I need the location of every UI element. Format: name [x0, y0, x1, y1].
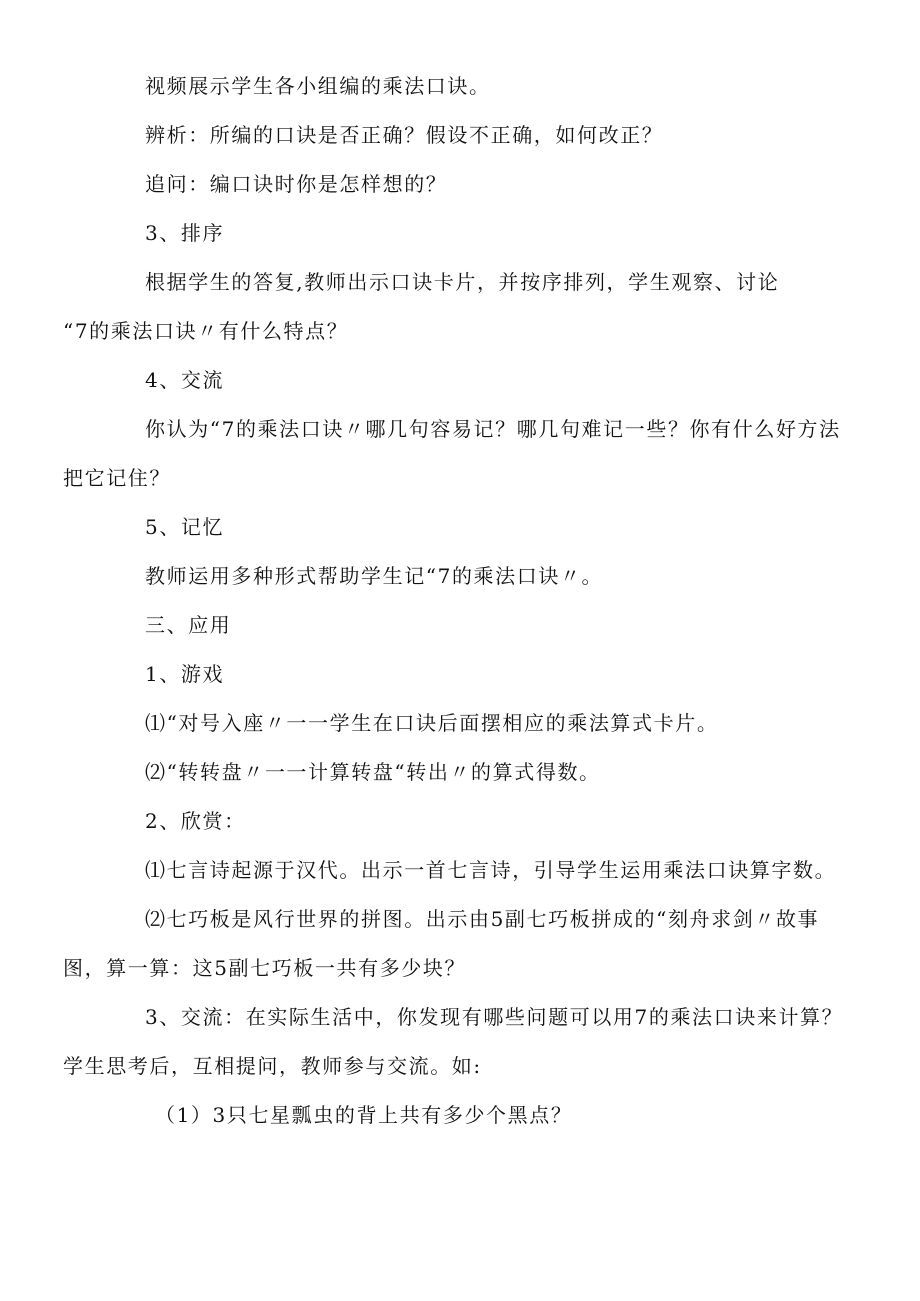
paragraph-sorting-line-2: “7的乘法口诀〃有什么特点？ [63, 319, 349, 343]
heading-exchange: 4、交流 [145, 368, 225, 392]
paragraph-discrimination: 辨析：所编的口诀是否正确？假设不正确，如何改正？ [145, 123, 664, 147]
paragraph-exchange-3-line-2: 学生思考后，互相提问，教师参与交流。如: [63, 1054, 482, 1078]
paragraph-exchange-3-line-1: 3、交流：在实际生活中，你发现有哪些问题可以用7的乘法口诀来计算？ [145, 1005, 844, 1029]
heading-appreciation: 2、欣赏： [145, 809, 246, 833]
paragraph-exchange-line-2: 把它记住？ [63, 466, 171, 490]
list-item-appreciation-2-line-2: 图，算一算：这5副七巧板一共有多少块？ [63, 956, 467, 980]
heading-memory: 5、记忆 [145, 515, 225, 539]
paragraph-memory: 教师运用多种形式帮助学生记“7的乘法口诀〃。 [145, 564, 604, 588]
paragraph-sorting-line-1: 根据学生的答复,教师出示口诀卡片，并按序排列，学生观察、讨论 [145, 270, 780, 294]
paragraph-follow-up-question: 追问：编口诀时你是怎样想的？ [145, 172, 448, 196]
list-item-appreciation-2-line-1: ⑵七巧板是风行世界的拼图。出示由5副七巧板拼成的“刻舟求剑〃故事 [145, 907, 820, 931]
list-item-example-1: （1）3只七星瓢虫的背上共有多少个黑点？ [155, 1103, 573, 1127]
list-item-game-2: ⑵“转转盘〃一一计算转盘“转出〃的算式得数。 [145, 760, 601, 784]
list-item-game-1: ⑴“对号入座〃一一学生在口诀后面摆相应的乘法算式卡片。 [145, 711, 719, 735]
heading-sorting: 3、排序 [145, 221, 225, 245]
list-item-appreciation-1: ⑴七言诗起源于汉代。出示一首七言诗，引导学生运用乘法口诀算字数。 [145, 858, 837, 882]
paragraph-video-display: 视频展示学生各小组编的乘法口诀。 [145, 74, 491, 98]
section-heading-application: 三、应用 [145, 613, 232, 637]
heading-game: 1、游戏 [145, 662, 225, 686]
paragraph-exchange-line-1: 你认为“7的乘法口诀〃哪几句容易记？哪几句难记一些？你有什么好方法 [145, 417, 841, 441]
